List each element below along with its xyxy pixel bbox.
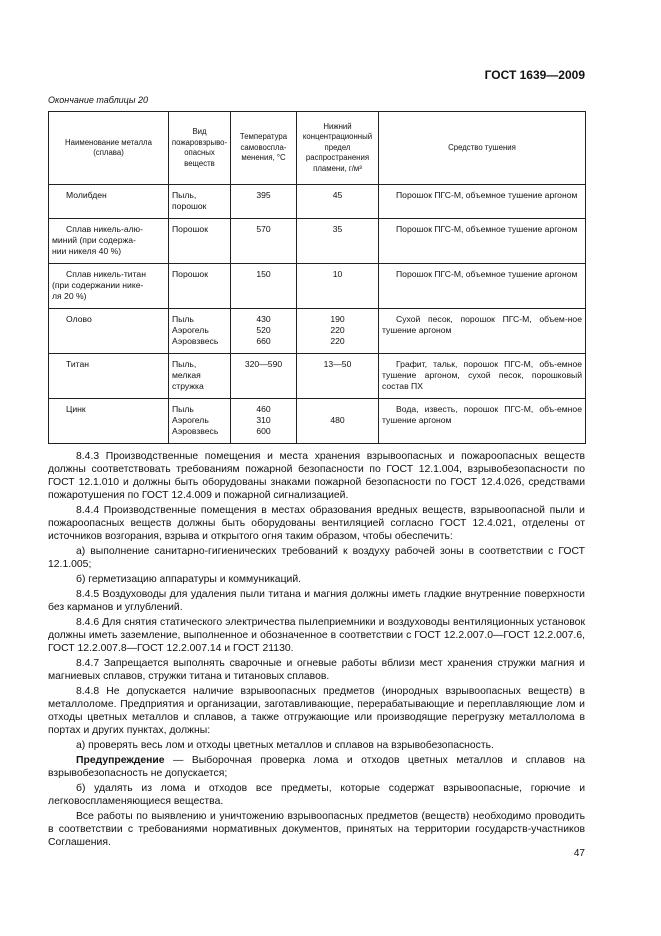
table-row [49, 264, 586, 309]
limit-value: 35 [332, 224, 343, 234]
header-limit [297, 112, 379, 185]
limit-value: 45 [332, 190, 343, 200]
header-state-line: веществ [184, 158, 215, 168]
table-row [49, 309, 586, 354]
metal-line: Титан [66, 359, 90, 369]
state-line: Пыль [172, 314, 194, 324]
metal-line: Молибден [66, 190, 107, 200]
list-item-a-check: а) проверять весь лом и отходы цветных металлов и сплавов на взрывобезопасность. [76, 740, 494, 751]
limit-value: 13—50 [323, 359, 352, 369]
temp-value: 570 [256, 224, 271, 234]
warning-label: Предупреждение [76, 755, 165, 766]
page-number: 47 [573, 848, 585, 859]
header-limit-line: Нижний [323, 121, 352, 131]
header-limit-line: распространения [305, 153, 370, 163]
cell-limit [297, 264, 379, 309]
limit-value [300, 426, 375, 437]
cell-metal [49, 309, 169, 354]
temp-value: 320—590 [244, 359, 283, 369]
cell-agent: Порошок ПГС-М, объемное тушение аргоном [379, 219, 586, 264]
table-row [49, 185, 586, 219]
cell-metal [49, 399, 169, 444]
list-item-b: б) герметизацию аппаратуры и коммуникаций. [76, 574, 302, 585]
table-caption: Окончание таблицы 20 [48, 95, 148, 105]
header-metal: Наименование металла (сплава) [49, 112, 169, 185]
body-text [48, 450, 585, 851]
table-header-row [49, 112, 586, 185]
state-line: стружка [172, 381, 204, 391]
metal-line: ля 20 %) [52, 291, 87, 301]
cell-agent: Сухой песок, порошок ПГС-М, объем-ное тушение аргоном [379, 309, 586, 354]
cell-limit [297, 399, 379, 444]
paragraph-8-4-4: 8.4.4 Производственные помещения в местах образования вредных веществ, взрывоопасной пыли и пожароопасных веществ должны быть оборудованы вентиляцией согласно ГОСТ 12.4.021, отделены от источников возгорания, взрыва и открытого огня таким образом, чтобы обеспечить: [48, 505, 585, 542]
cell-state [169, 399, 231, 444]
warning-paragraph [48, 754, 585, 780]
limit-value: 480 [330, 415, 345, 425]
table-row [49, 399, 586, 444]
temp-value: 460 [256, 404, 271, 414]
state-line: Пыль [172, 404, 194, 414]
cell-metal [49, 354, 169, 399]
state-line: Пыль, [172, 359, 197, 369]
cell-temperature [231, 264, 297, 309]
cell-agent: Графит, тальк, порошок ПГС-М, объ-емное тушение аргоном, сухой песок, порошковый состав ПХ [379, 354, 586, 399]
state-line: Аэрогель [172, 415, 209, 425]
metal-line: Сплав никель-титан [66, 269, 146, 279]
header-limit-line: концентрационный [302, 132, 373, 142]
header-state-line: пожаровзрыво- [171, 137, 228, 147]
paragraph-8-4-7: 8.4.7 Запрещается выполнять сварочные и огневые работы вблизи мест хранения стружки магния и магниевых сплавов, стружки титана и титановых сплавов. [48, 658, 585, 682]
warning-text: — Выборочная проверка лома и отходов цветных металлов и сплавов на взрывобезопасность не допускается; [48, 755, 585, 779]
paragraph-8-4-3: 8.4.3 Производственные помещения и места хранения взрывоопасных и пожароопасных веществ должны соответствовать требованиям пожарной безопасности по ГОСТ 12.1.004, взрывобезопасности по ГОСТ 12.1.010 и должны быть оборудованы знаками пожарной безопасности по ГОСТ 12.4.026, средствами пожаротушения по ГОСТ 12.4.009 и пожарной сигнализацией. [48, 451, 585, 501]
cell-state [169, 354, 231, 399]
cell-temperature [231, 309, 297, 354]
metal-line: Олово [66, 314, 92, 324]
cell-agent: Порошок ПГС-М, объемное тушение аргоном [379, 264, 586, 309]
cell-agent: Вода, известь, порошок ПГС-М, объ-емное тушение аргоном [379, 399, 586, 444]
state-line: Аэровзвесь [172, 426, 219, 436]
cell-metal [49, 264, 169, 309]
table-row [49, 219, 586, 264]
cell-metal [49, 185, 169, 219]
state-line: порошок [172, 201, 207, 211]
cell-limit [297, 309, 379, 354]
cell-agent: Порошок ПГС-М, объемное тушение аргоном [379, 185, 586, 219]
metal-line: Цинк [66, 404, 86, 414]
limit-value: 220 [330, 325, 345, 335]
cell-temperature [231, 185, 297, 219]
state-line: Порошок [172, 269, 208, 279]
header-state-line: опасных [184, 148, 215, 157]
cell-temperature [231, 399, 297, 444]
temp-value: 395 [256, 190, 271, 200]
metal-line: миний (при содержа- [52, 235, 136, 245]
cell-metal [49, 219, 169, 264]
temp-value: 310 [256, 415, 271, 425]
metal-line: нии никеля 40 %) [52, 246, 122, 256]
limit-value [300, 404, 375, 415]
temp-value: 520 [256, 325, 271, 335]
state-line: мелкая [172, 370, 201, 380]
header-temp-line: Температура [239, 132, 288, 142]
header-temp-line: менения, °С [241, 153, 286, 163]
header-state-line: Вид [192, 127, 207, 136]
metal-line: (при содержании нике- [52, 280, 144, 290]
cell-temperature [231, 219, 297, 264]
metal-line: Сплав никель-алю- [66, 224, 143, 234]
state-line: Аэрогель [172, 325, 209, 335]
temp-value: 600 [256, 426, 271, 436]
paragraph-8-4-5: 8.4.5 Воздуховоды для удаления пыли титана и магния должны иметь гладкие внутренние поверхности без карманов и углублений. [48, 589, 585, 613]
header-limit-line: предел [324, 142, 351, 152]
cell-state [169, 264, 231, 309]
cell-limit [297, 185, 379, 219]
cell-state [169, 309, 231, 354]
header-state [169, 112, 231, 185]
limit-value: 220 [330, 336, 345, 346]
limit-value: 10 [332, 269, 343, 279]
state-line: Пыль, [172, 190, 197, 200]
cell-state [169, 219, 231, 264]
state-line: Аэровзвесь [172, 336, 219, 346]
paragraph-8-4-8: 8.4.8 Не допускается наличие взрывоопасных предметов (инородных взрывоопасных веществ) в металлоломе. Предприятия и организации, заготавливающие, перерабатывающие и переплавляющие лом и отходы цветных металлов и сплавов, а также отгружающие или производящие перегрузку металлолома в портах и других пунктах, должны: [48, 686, 585, 736]
paragraph-8-4-6: 8.4.6 Для снятия статического электричества пылеприемники и воздуховоды вентиляционных установок должны иметь заземление, выполненное и обозначенное в соответствии с ГОСТ 12.2.007.0—ГОСТ 12.2.007.6, ГОСТ 12.2.007.8—ГОСТ 12.2.007.14 и ГОСТ 21130. [48, 617, 585, 654]
header-temp-line: самовоспла- [240, 142, 287, 152]
cell-temperature [231, 354, 297, 399]
state-line: Порошок [172, 224, 208, 234]
limit-value: 190 [330, 314, 345, 324]
table-row [49, 354, 586, 399]
header-limit-line: пламени, г/м³ [313, 163, 362, 173]
temp-value: 150 [256, 269, 271, 279]
cell-state [169, 185, 231, 219]
temp-value: 430 [256, 314, 271, 324]
header-temperature [231, 112, 297, 185]
list-item-b-remove: б) удалять из лома и отходов все предметы, которые содержат взрывоопасные, горючие и легковоспламеняющиеся вещества. [48, 783, 585, 807]
closing-paragraph: Все работы по выявлению и уничтожению взрывоопасных предметов (веществ) необходимо проводить в соответствии с требованиями нормативных документов, принятых на территории государств-участников Соглашения. [48, 811, 585, 848]
fire-safety-table [48, 111, 586, 444]
list-item-a: а) выполнение санитарно-гигиенических требований к воздуху рабочей зоны в соответствии с ГОСТ 12.1.005; [48, 546, 585, 570]
cell-limit [297, 219, 379, 264]
standard-code: ГОСТ 1639—2009 [484, 68, 585, 82]
temp-value: 660 [256, 336, 271, 346]
cell-limit [297, 354, 379, 399]
header-agent: Средство тушения [379, 112, 586, 185]
